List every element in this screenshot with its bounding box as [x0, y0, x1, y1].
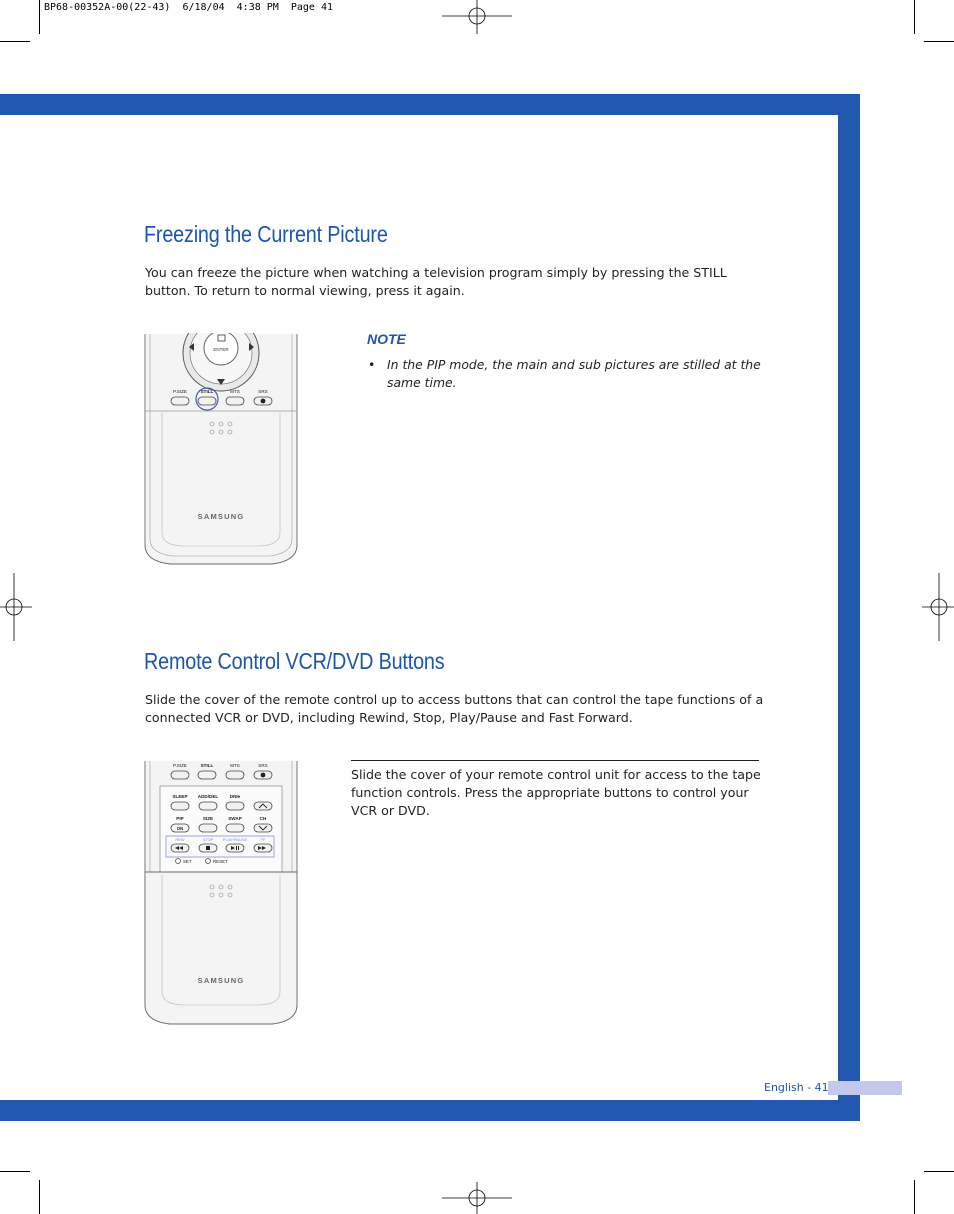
ch-up-button	[254, 802, 272, 810]
on-label: ON	[176, 826, 184, 831]
still-button	[198, 771, 216, 779]
playpause-label: PLAY/PAUSE	[222, 837, 248, 842]
top-blue-bar	[0, 94, 860, 115]
right-blue-bar	[838, 94, 860, 1121]
size-button	[199, 824, 217, 832]
section2-body	[145, 691, 795, 727]
note-text	[387, 356, 767, 392]
section1-body-line1: You can freeze the picture when watching a television program simply by pressing the STILL	[145, 265, 727, 280]
registration-mark-right	[920, 570, 954, 644]
section2-desc-line2: function controls. Press the appropriate buttons to control your	[351, 785, 749, 800]
sliding-cover	[145, 872, 297, 1024]
dnie-button	[226, 802, 244, 810]
registration-mark-top	[440, 0, 514, 36]
psize-button	[171, 397, 189, 405]
section1-body	[145, 264, 785, 300]
section2-body-line1: Slide the cover of the remote control up to access buttons that can control the tape functions of a	[145, 692, 764, 707]
dnie-label: DNIe	[229, 794, 241, 799]
ch-label: CH	[259, 816, 267, 821]
adddel-button	[199, 802, 217, 810]
still-button	[198, 397, 216, 405]
psize-label: P.SIZE	[173, 389, 187, 394]
mts-label: MTS	[230, 389, 240, 394]
note-text-line2: same time.	[387, 375, 457, 390]
adddel-label: ADD/DEL	[197, 794, 219, 799]
set-label: SET	[183, 859, 192, 864]
psize-button	[171, 771, 189, 779]
remote-control-still-image	[142, 333, 302, 568]
note-bullet: •	[368, 357, 376, 372]
pip-label: PIP	[176, 816, 184, 821]
mts-label: MTS	[230, 763, 240, 768]
reset-label: RESET	[213, 859, 228, 864]
section-title-vcr-dvd: Remote Control VCR/DVD Buttons	[144, 648, 445, 674]
section2-desc-line3: VCR or DVD.	[351, 803, 430, 818]
remote-control-vcr-image	[142, 760, 302, 1028]
registration-mark-bottom	[440, 1180, 514, 1214]
description-rule	[351, 760, 759, 761]
sleep-button	[171, 802, 189, 810]
psize-label: P.SIZE	[173, 763, 187, 768]
bottom-blue-bar	[0, 1100, 860, 1121]
section2-description	[351, 766, 771, 820]
enter-label: ENTER	[213, 347, 229, 352]
size-label: SIZE	[202, 816, 214, 821]
samsung-logo: SAMSUNG	[197, 976, 245, 985]
stop-label: STOP	[202, 837, 214, 842]
swap-button	[226, 824, 244, 832]
note-title: NOTE	[367, 331, 406, 347]
footer-tab	[828, 1081, 902, 1095]
print-header: BP68-00352A-00(22-43) 6/18/04 4:38 PM Page 41	[44, 2, 333, 13]
section2-body-line2: connected VCR or DVD, including Rewind, Stop, Play/Pause and Fast Forward.	[145, 710, 633, 725]
samsung-logo: SAMSUNG	[197, 512, 245, 521]
mts-button	[226, 771, 244, 779]
rew-label: REW	[175, 837, 185, 842]
note-text-line1: In the PIP mode, the main and sub pictures are stilled at the	[387, 357, 761, 372]
mts-button	[226, 397, 244, 405]
ch-down-button	[254, 824, 272, 832]
still-label: STILL	[200, 389, 214, 394]
ff-label: FF	[260, 837, 266, 842]
srs-label: SRS	[258, 389, 268, 394]
still-label: STILL	[200, 763, 214, 768]
sleep-label: SLEEP	[172, 794, 188, 799]
page-number: English - 41	[764, 1081, 829, 1094]
srs-label: SRS	[258, 763, 268, 768]
swap-label: SWAP	[228, 816, 242, 821]
section2-desc-line1: Slide the cover of your remote control unit for access to the tape	[351, 767, 761, 782]
stop-icon	[206, 846, 210, 850]
registration-mark-left	[0, 570, 34, 644]
section-title-freezing: Freezing the Current Picture	[144, 221, 388, 247]
section1-body-line2: button. To return to normal viewing, press it again.	[145, 283, 465, 298]
